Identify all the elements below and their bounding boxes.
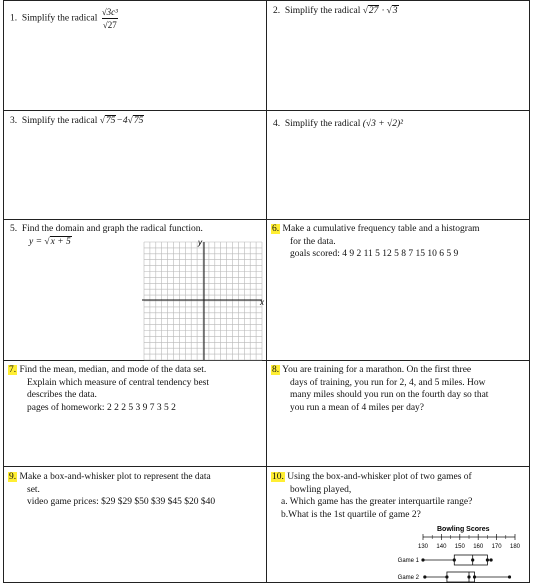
problem-10	[271, 471, 527, 521]
problem-number: 7.	[9, 365, 17, 375]
problem-4	[273, 118, 403, 131]
data-point	[423, 575, 426, 578]
data-set: goals scored: 4 9 2 11 5 12 5 8 7 15 10 6 5 9	[290, 249, 459, 259]
problem-number: 1.	[10, 13, 18, 24]
problem-text-line2: bowling played,	[290, 484, 352, 495]
problem-text-line3: describes the data.	[27, 390, 97, 400]
rule-left	[3, 0, 4, 583]
problem-number: 2.	[273, 6, 281, 16]
problem-text: Simplify the radical	[284, 119, 361, 129]
x-axis-label: x	[260, 298, 264, 307]
problem-text-line1: Find the mean, median, and mode of the data set.	[19, 365, 207, 375]
problem-number: 8.	[272, 365, 280, 375]
problem-6	[271, 223, 527, 261]
tick-label: 170	[491, 544, 502, 550]
data-set: video game prices: $29 $29 $50 $39 $45 $20 $40	[27, 497, 216, 507]
problem-number: 10.	[272, 472, 284, 482]
data-point	[486, 558, 489, 561]
box	[454, 555, 487, 565]
rule-right	[529, 0, 530, 583]
problem-text-line2: Explain which measure of central tendency best	[27, 377, 210, 388]
radical-expression: (√3 + √2)²	[362, 119, 403, 129]
problem-text-line4: you run a mean of 4 miles per day?	[290, 402, 425, 413]
problem-text-line1: Make a cumulative frequency table and a histogram	[282, 224, 480, 234]
problem-number: 5.	[10, 224, 18, 234]
problem-9	[8, 471, 264, 509]
chart-title: Bowling Scores	[437, 526, 490, 533]
fraction-denominator: √27	[102, 20, 117, 30]
problem-2	[273, 5, 399, 18]
problem-1	[10, 7, 118, 30]
data-point	[489, 558, 492, 561]
grid-lines	[144, 242, 262, 360]
problem-text: Simplify the radical	[21, 13, 98, 24]
tick-label: 150	[454, 544, 465, 550]
fraction-bar	[102, 18, 118, 19]
problem-8	[271, 364, 527, 414]
problem-text-line2: set.	[27, 484, 40, 495]
data-point	[473, 575, 476, 578]
problem-number: 6.	[272, 224, 280, 234]
series-label: Game 2	[397, 575, 419, 581]
problem-text-line1: Make a box-and-whisker plot to represent the data	[19, 472, 211, 482]
tick-label: 160	[473, 544, 484, 550]
problem-3	[10, 115, 144, 128]
data-point	[421, 558, 424, 561]
problem-text: Simplify the radical	[21, 116, 98, 126]
problem-number: 4.	[273, 119, 281, 129]
problem-text-line2: days of training, you run for 2, 4, and 5 miles. How	[290, 377, 486, 388]
data-point	[453, 558, 456, 561]
problem-number: 3.	[10, 116, 18, 126]
data-point	[508, 575, 511, 578]
radical-expression: √75−4√75	[99, 116, 144, 126]
tick-label: 180	[509, 544, 521, 550]
problem-text-line3: many miles should you run on the fourth day so that	[290, 390, 489, 400]
coordinate-grid	[138, 236, 268, 361]
question-b: b.What is the 1st quartile of game 2?	[281, 509, 421, 520]
fraction-numerator: √3c³	[101, 7, 118, 17]
worksheet-grid	[3, 0, 530, 587]
series-label: Game 1	[397, 558, 419, 564]
question-a: a. Which game has the greater interquartile range?	[281, 497, 473, 507]
y-axis-label: y	[198, 238, 202, 247]
data-point	[471, 558, 474, 561]
data-point	[445, 575, 448, 578]
radical-fraction	[102, 7, 118, 30]
problem-text: Find the domain and graph the radical function.	[21, 224, 203, 234]
radical-expression: √27 · √3	[362, 6, 398, 16]
problem-text-line2: for the data.	[290, 236, 336, 247]
problem-7	[8, 364, 264, 414]
bowling-box-plot	[387, 521, 527, 583]
problem-text-line1: You are training for a marathon. On the first three	[282, 365, 472, 375]
tick-label: 140	[436, 544, 447, 550]
tick-label: 130	[417, 544, 429, 550]
problem-text: Simplify the radical	[284, 6, 361, 16]
problem-text-line1: Using the box-and-whisker plot of two games of	[287, 472, 472, 482]
data-point	[467, 575, 470, 578]
data-set: pages of homework: 2 2 2 5 3 9 7 3 5 2	[27, 402, 176, 413]
problem-number: 9.	[9, 472, 17, 482]
function-equation: y = √x + 5	[29, 236, 71, 247]
